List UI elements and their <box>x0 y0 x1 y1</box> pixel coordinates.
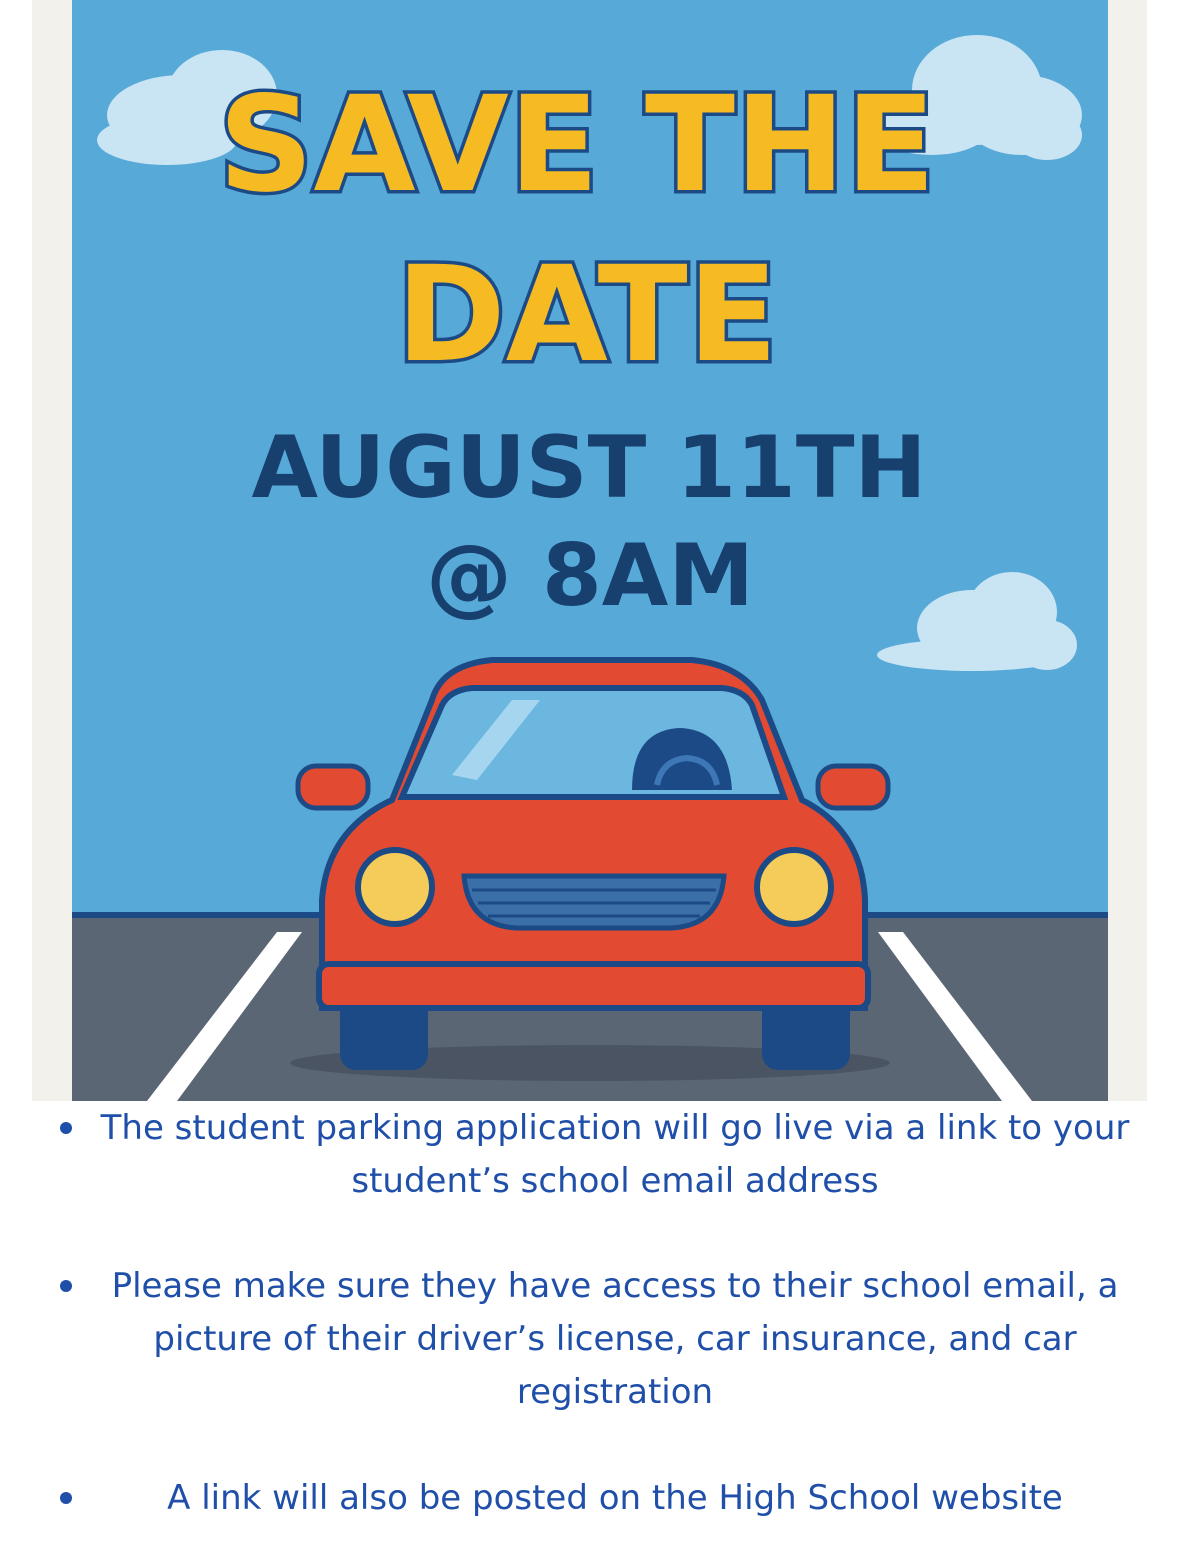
event-date: AUGUST 11TH <box>251 418 927 518</box>
bullet-icon <box>60 1492 72 1504</box>
list-item <box>0 1472 1200 1525</box>
list-item-text: Please make sure they have access to their school email, a picture of their driver’s license, car insurance, and car registration <box>111 1266 1119 1412</box>
headline-line-2: DATE <box>396 238 778 392</box>
list-item <box>0 1260 1200 1419</box>
poster-illustration <box>72 0 1108 1101</box>
list-item-text: The student parking application will go live via a link to your student’s school email address <box>100 1108 1130 1201</box>
save-the-date-poster <box>72 0 1108 1101</box>
list-item-text: A link will also be posted on the High School website <box>167 1478 1063 1518</box>
bullet-icon <box>60 1280 72 1292</box>
event-time: @ 8AM <box>426 526 754 626</box>
headline-line-1: SAVE THE <box>218 68 936 222</box>
bullet-icon <box>60 1122 72 1134</box>
list-item <box>0 1102 1200 1208</box>
